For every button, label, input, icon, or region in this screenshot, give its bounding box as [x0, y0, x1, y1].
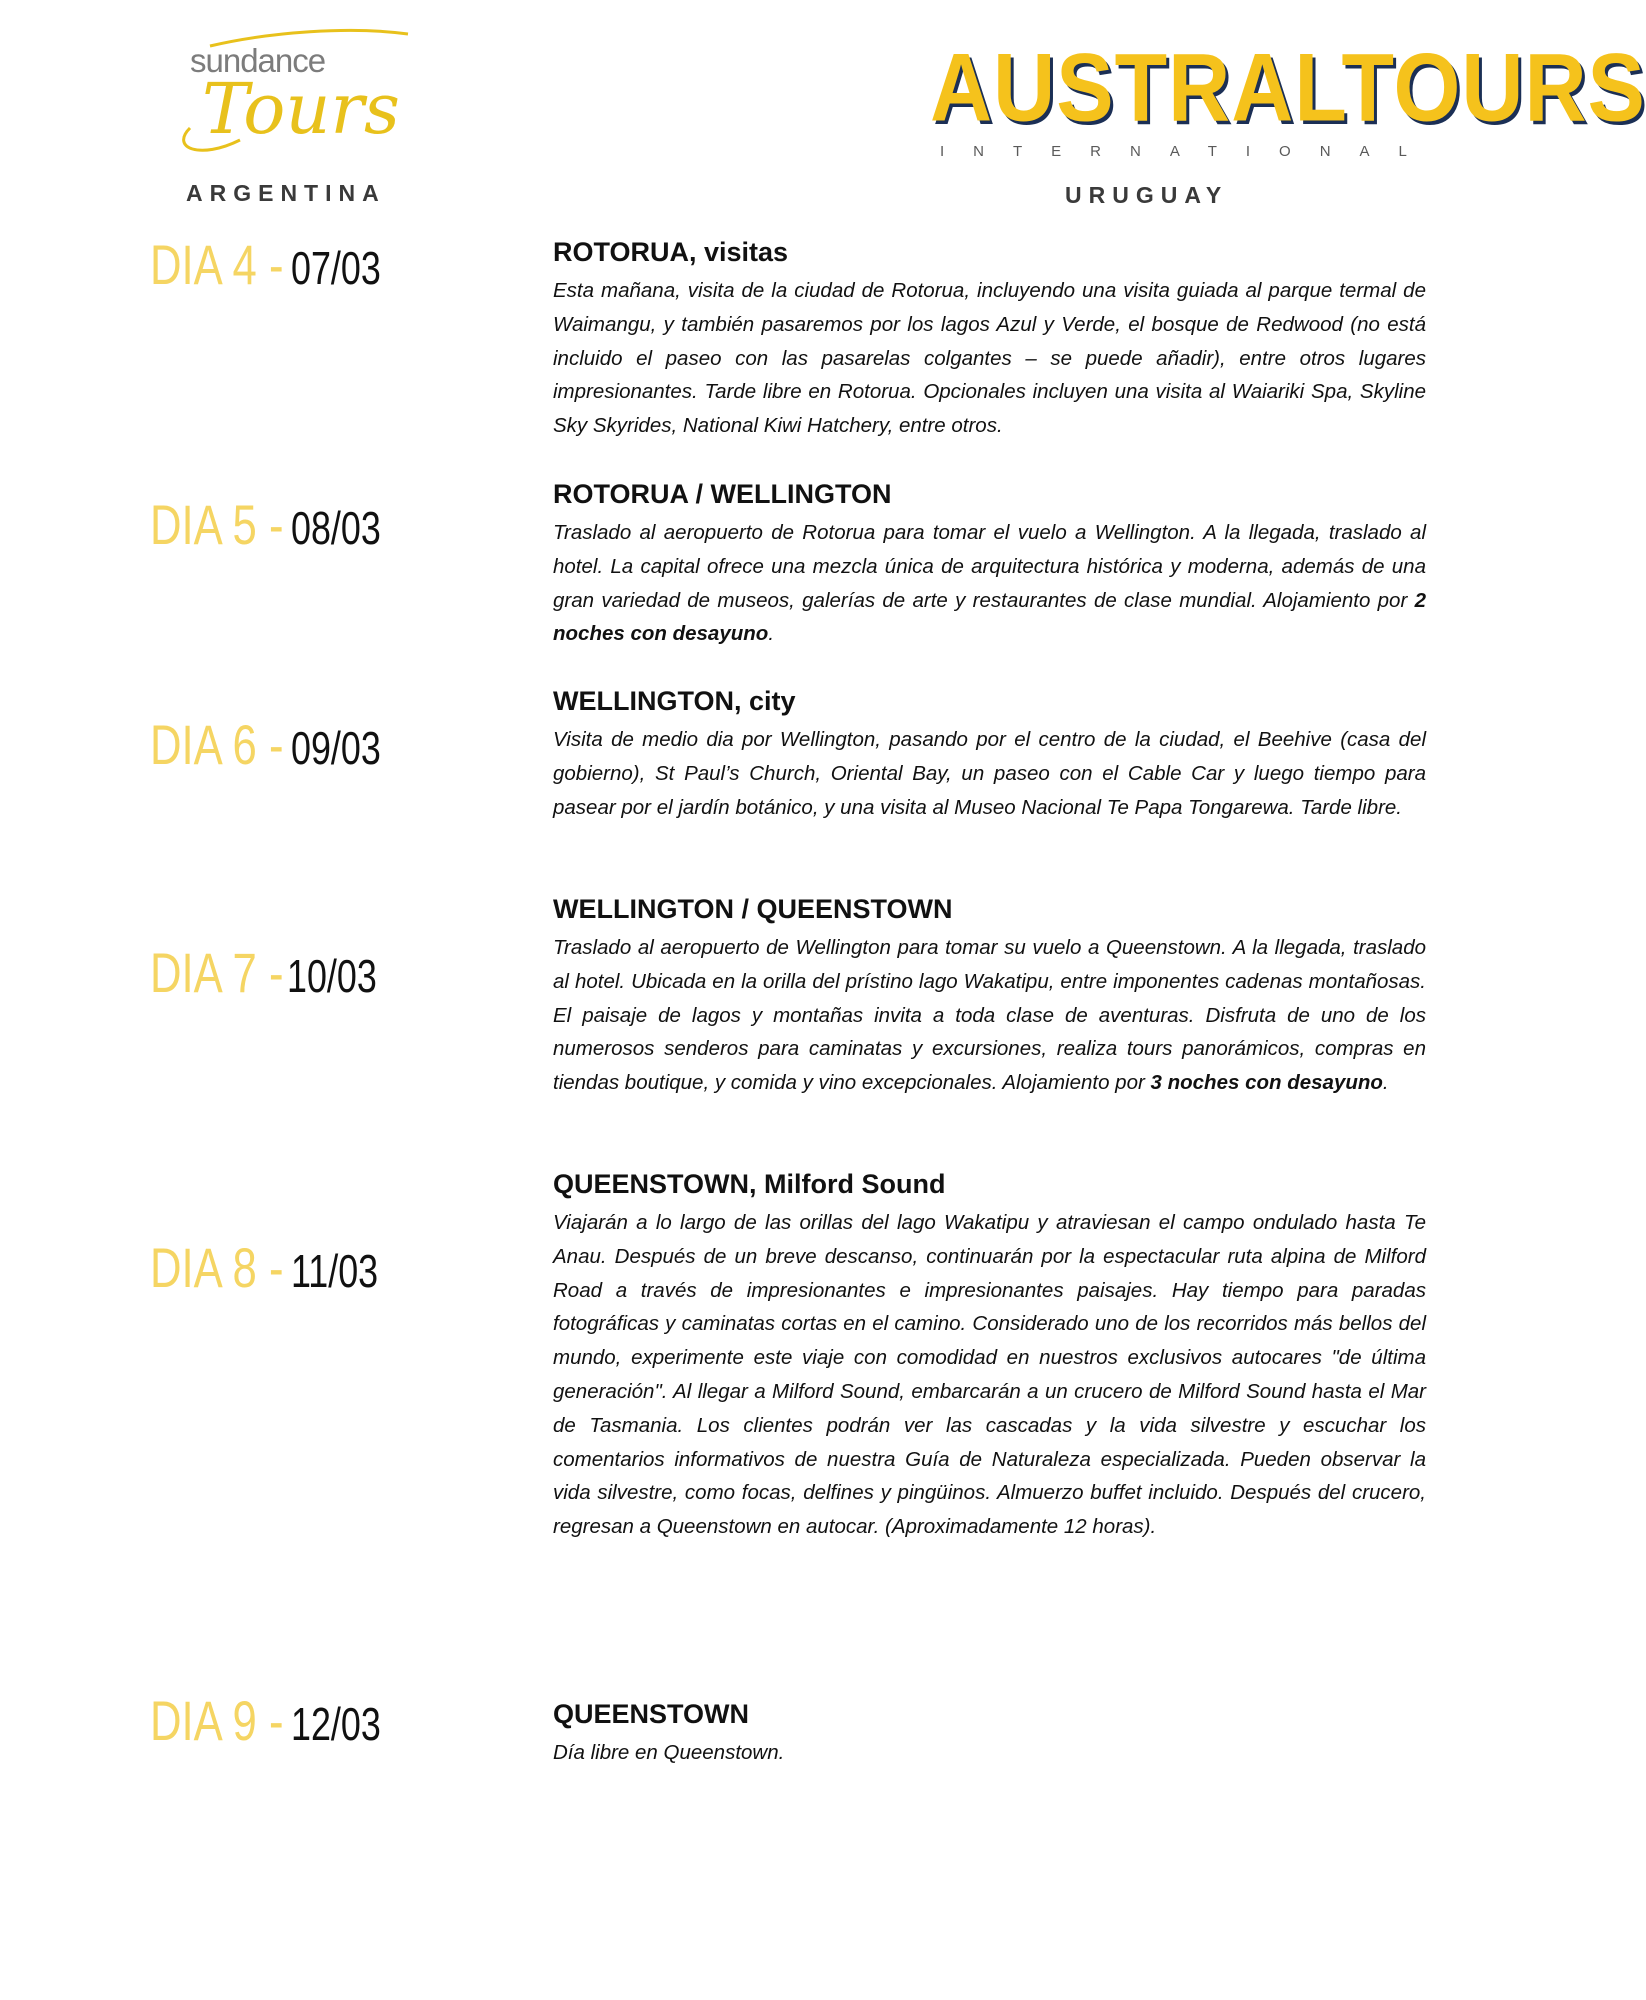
sundance-tours-logo	[150, 28, 420, 208]
day-number: DIA 9 -	[150, 1689, 284, 1752]
day-number: DIA 6 -	[150, 713, 284, 776]
logo-brand-bottom: Tours	[202, 68, 400, 150]
day-date: 09/03	[291, 722, 381, 774]
day-date: 11/03	[291, 1245, 379, 1297]
day-body	[553, 893, 1426, 1100]
day-title: ROTORUA, visitas	[553, 237, 789, 267]
day-body	[553, 1168, 1426, 1544]
day-title: WELLINGTON / QUEENSTOWN	[553, 894, 953, 924]
day-number: DIA 5 -	[150, 493, 284, 556]
day-number: DIA 7 -	[150, 941, 284, 1004]
day-label	[150, 492, 406, 557]
day-date: 10/03	[287, 950, 377, 1002]
logo-brand-top: sundance	[190, 42, 326, 79]
accommodation-note: 3 noches con desayuno	[1150, 1071, 1383, 1095]
day-number: DIA 4 -	[150, 233, 284, 296]
australtours-logo	[900, 34, 1646, 210]
day-date: 12/03	[291, 1698, 381, 1750]
day-label	[150, 940, 402, 1005]
day-label	[150, 712, 406, 777]
day-description: Traslado al aeropuerto de Rotorua para tomar el vuelo a Wellington. A la llegada, traslado al hotel. La capital ofrece una mezcla única de arquitectura histórica y moderna, además de una gran variedad de museos, galerías de arte y restaurantes de clase mundial. Alojamiento por 2 noches con desayuno.	[553, 521, 1426, 646]
logo-country-uruguay: URUGUAY	[1065, 182, 1229, 208]
day-label	[150, 1235, 403, 1300]
day-date: 08/03	[291, 502, 381, 554]
day-title: WELLINGTON, city	[553, 686, 796, 716]
day-body	[553, 685, 1426, 824]
day-description: Visita de medio dia por Wellington, pasando por el centro de la ciudad, el Beehive (casa del gobierno), St Paul’s Church, Oriental Bay, un paseo con el Cable Car y luego tiempo para pasear por el jardín botánico, y una visita al Museo Nacional Te Papa Tongarewa. Tarde libre.	[553, 728, 1426, 819]
day-body	[553, 236, 1426, 443]
day-body	[553, 478, 1426, 651]
day-date: 07/03	[291, 242, 381, 294]
day-label	[150, 232, 406, 297]
day-description: Día libre en Queenstown.	[553, 1741, 785, 1764]
day-title: QUEENSTOWN, Milford Sound	[553, 1169, 946, 1199]
day-description: Viajarán a lo largo de las orillas del lago Wakatipu y atraviesan el campo ondulado hasta Te Anau. Después de un breve descanso, continuarán por la espectacular ruta alpina de Milford Road a través de impresionantes e impresionantes paisajes. Hay tiempo para paradas fotográficas y caminatas cortas en el camino. Considerado uno de los recorridos más bellos del mundo, experimente este viaje con comodidad en nuestros exclusivos autocares "de última generación". Al llegar a Milford Sound, embarcarán a un crucero de Milford Sound hasta el Mar de Tasmania. Los clientes podrán ver las cascadas y la vida silvestre y escuchar los comentarios informativos de nuestra Guía de Naturaleza especializada. Pueden observar la vida silvestre, como focas, delfines y pingüinos. Almuerzo buffet incluido. Después del crucero, regresan a Queenstown en autocar. (Aproximadamente 12 horas).	[553, 1211, 1426, 1539]
logo-sub: INTERNATIONAL	[940, 143, 1436, 160]
logo-country-argentina: ARGENTINA	[186, 180, 386, 206]
accommodation-note: 2 noches con desayuno	[553, 588, 1426, 646]
day-title: QUEENSTOWN	[553, 1699, 750, 1729]
day-label	[150, 1688, 406, 1753]
day-description: Esta mañana, visita de la ciudad de Rotorua, incluyendo una visita guiada al parque termal de Waimangu, y también pasaremos por los lagos Azul y Verde, el bosque de Redwood (no está incluido el paseo con las pasarelas colgantes – se puede añadir), entre otros lugares impresionantes. Tarde libre en Rotorua. Opcionales incluyen una visita al Waiariki Spa, Skyline Sky Skyrides, National Kiwi Hatchery, entre otros.	[553, 279, 1426, 438]
day-title: ROTORUA / WELLINGTON	[553, 479, 892, 509]
day-body	[553, 1698, 1426, 1770]
logo-brand: AUSTRALTOURS	[930, 34, 1646, 142]
day-number: DIA 8 -	[150, 1236, 284, 1299]
day-description: Traslado al aeropuerto de Wellington para tomar su vuelo a Queenstown. A la llegada, traslado al hotel. Ubicada en la orilla del prístino lago Wakatipu, entre imponentes cadenas montañosas. El paisaje de lagos y montañas invita a toda clase de aventuras. Disfruta de uno de los numerosos senderos para caminatas y excursiones, realiza tours panorámicos, compras en tiendas boutique, y comida y vino excepcionales. Alojamiento por 3 noches con desayuno.	[553, 936, 1426, 1095]
